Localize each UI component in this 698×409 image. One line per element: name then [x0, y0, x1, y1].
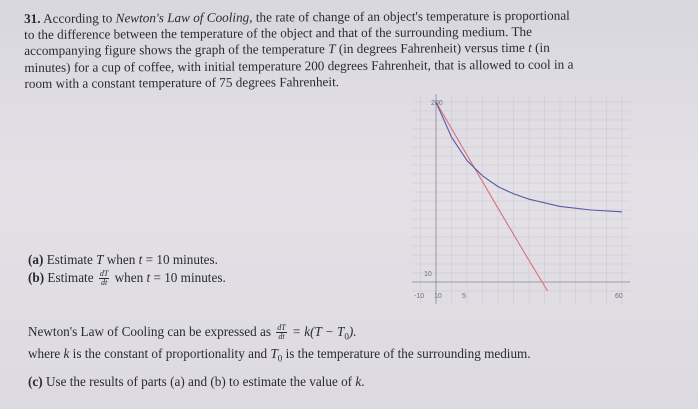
- variable-k: k: [355, 374, 362, 389]
- law-statement: [28, 324, 357, 342]
- problem-line-5: room with a constant temperature of 75 degrees Fahrenheit.: [24, 73, 340, 91]
- fraction-numerator: dT: [99, 269, 109, 279]
- problem-text: , the rate of change of an object's temperature is proportional: [249, 7, 570, 25]
- problem-statement: [24, 7, 644, 92]
- part-b-label: (b): [28, 270, 45, 285]
- problem-text: (in: [531, 40, 550, 56]
- part-b: [28, 270, 226, 287]
- part-a-text: when: [103, 252, 139, 267]
- x-tick-label-left: -10: [414, 293, 425, 300]
- y-tick-label-top: 200: [431, 100, 443, 107]
- problem-text: (in degrees Fahrenheit) versus time: [335, 40, 529, 57]
- where-text: where: [28, 346, 64, 361]
- problem-line-2: to the difference between the temperature of the object and that of the surrounding medium. The: [24, 24, 532, 43]
- part-b-text: Estimate: [44, 270, 97, 285]
- problem-number: 31.: [24, 10, 41, 26]
- variable-t: t: [138, 252, 143, 267]
- graph-grid: [412, 94, 630, 304]
- problem-text: accompanying figure shows the graph of the temperature: [24, 41, 329, 59]
- part-c: [28, 374, 365, 390]
- law-equation: ).: [348, 324, 357, 339]
- where-text: is the temperature of the surrounding medium.: [282, 346, 531, 361]
- fraction-denominator: dt: [100, 278, 108, 288]
- part-c-label: (c): [28, 374, 43, 389]
- subscript: 0: [344, 331, 349, 342]
- derivative-fraction: [99, 270, 109, 287]
- law-name: Newton's Law of Cooling: [115, 9, 250, 26]
- part-a: [28, 252, 218, 268]
- variable-t: t: [146, 270, 151, 285]
- where-statement: [28, 346, 531, 364]
- variable-T: T: [96, 252, 104, 267]
- variable-T: T: [328, 41, 336, 57]
- variable-t: t: [528, 40, 532, 56]
- tangent-line: [436, 102, 548, 291]
- subscript: 0: [277, 353, 283, 364]
- part-a-label: (a): [28, 252, 44, 267]
- fraction-denominator: dt: [278, 332, 285, 342]
- fraction-numerator: dT: [277, 323, 286, 333]
- part-c-text: .: [361, 374, 365, 389]
- derivative-fraction: [276, 324, 286, 341]
- part-c-text: Use the results of parts (a) and (b) to estimate the value of: [42, 374, 356, 389]
- y-tick-label-low: 10: [424, 271, 432, 278]
- x-tick-label-origin: 10: [434, 293, 442, 300]
- x-tick-label-right: 60: [615, 293, 623, 300]
- variable-T: T: [270, 346, 278, 361]
- problem-text: According to: [40, 10, 116, 26]
- cooling-graph: [412, 92, 630, 304]
- part-a-text: = 10 minutes.: [142, 252, 218, 267]
- part-a-text: Estimate: [43, 252, 97, 267]
- part-b-text: = 10 minutes.: [150, 270, 226, 285]
- part-b-text: when: [111, 270, 147, 285]
- problem-line-4: minutes) for a cup of coffee, with initial temperature 200 degrees Fahrenheit, that is allowed to cool in a: [24, 56, 574, 75]
- x-tick-label-mid: 5: [462, 293, 466, 300]
- law-equation: = k(T − T: [288, 324, 345, 339]
- variable-k: k: [63, 346, 70, 361]
- where-text: is the constant of proportionality and: [69, 346, 271, 361]
- law-text: Newton's Law of Cooling can be expressed as: [28, 324, 275, 339]
